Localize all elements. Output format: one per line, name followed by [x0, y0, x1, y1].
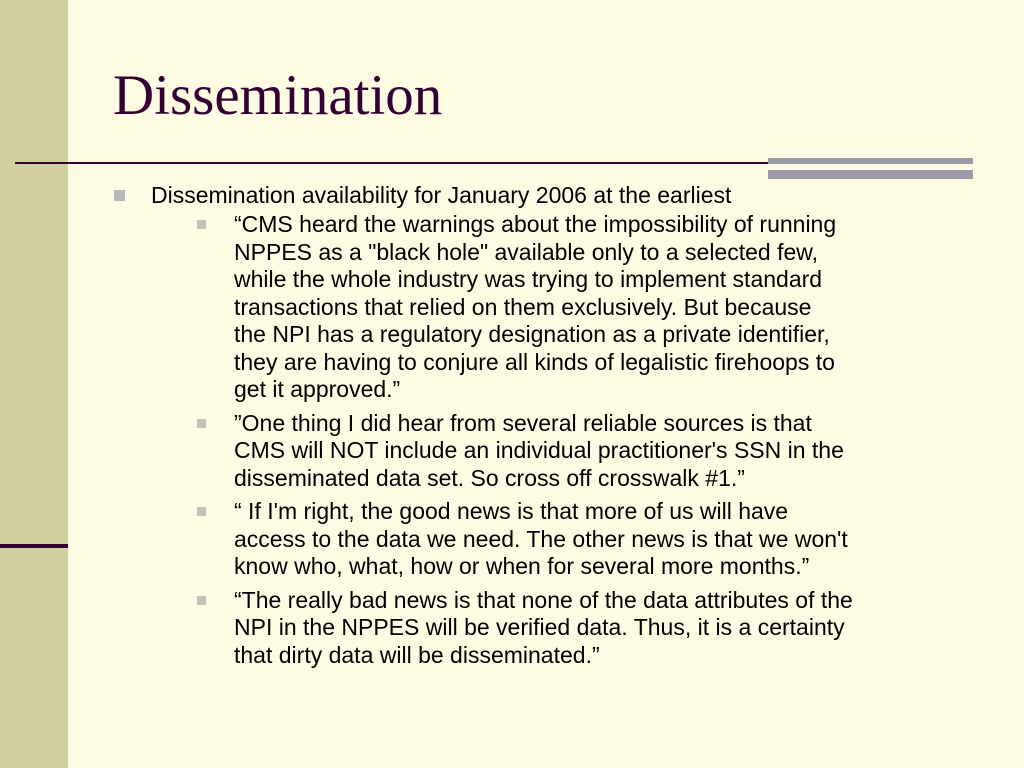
- decorative-bar-bottom: [768, 170, 973, 179]
- sub-bullet-text: ”One thing I did hear from several reliable sources is that CMS will NOT include an individual practitioner's SSN in the disseminated data set. So cross off crosswalk #1.”: [234, 409, 844, 491]
- sub-bullet-item: [197, 211, 994, 404]
- square-bullet-icon: [197, 507, 206, 516]
- bullet-text: Dissemination availability for January 2006 at the earliest: [151, 182, 732, 208]
- sub-bullet-item: [197, 410, 994, 493]
- sub-bullet-list: [151, 211, 994, 669]
- sub-bullet-text: “CMS heard the warnings about the impossibility of running NPPES as a "black hole" available only to a selected few, while the whole industry was trying to implement standard transactions that relied on them exclusively. But because the NPI has a regulatory designation as a private identifier, they are having to conjure all kinds of legalistic firehoops to get it approved.”: [234, 211, 837, 402]
- decorative-bar-top: [768, 158, 973, 164]
- bullet-list: [114, 180, 994, 675]
- square-bullet-icon: [114, 190, 125, 201]
- sub-bullet-item: [197, 498, 994, 581]
- side-accent-line: [0, 544, 68, 548]
- slide-title: Dissemination: [113, 64, 443, 127]
- sub-bullet-text: “The really bad news is that none of the data attributes of the NPI in the NPPES will be verified data. Thus, it is a certainty that dirty data will be disseminated.”: [234, 586, 853, 668]
- sub-bullet-text: “ If I'm right, the good news is that more of us will have access to the data we need. The other news is that we won't know who, what, how or when for several more months.”: [234, 498, 848, 579]
- square-bullet-icon: [197, 419, 206, 428]
- sub-bullet-item: [197, 587, 994, 670]
- side-band: [0, 0, 68, 768]
- square-bullet-icon: [197, 220, 206, 229]
- square-bullet-icon: [197, 596, 206, 605]
- bullet-item: [114, 180, 994, 669]
